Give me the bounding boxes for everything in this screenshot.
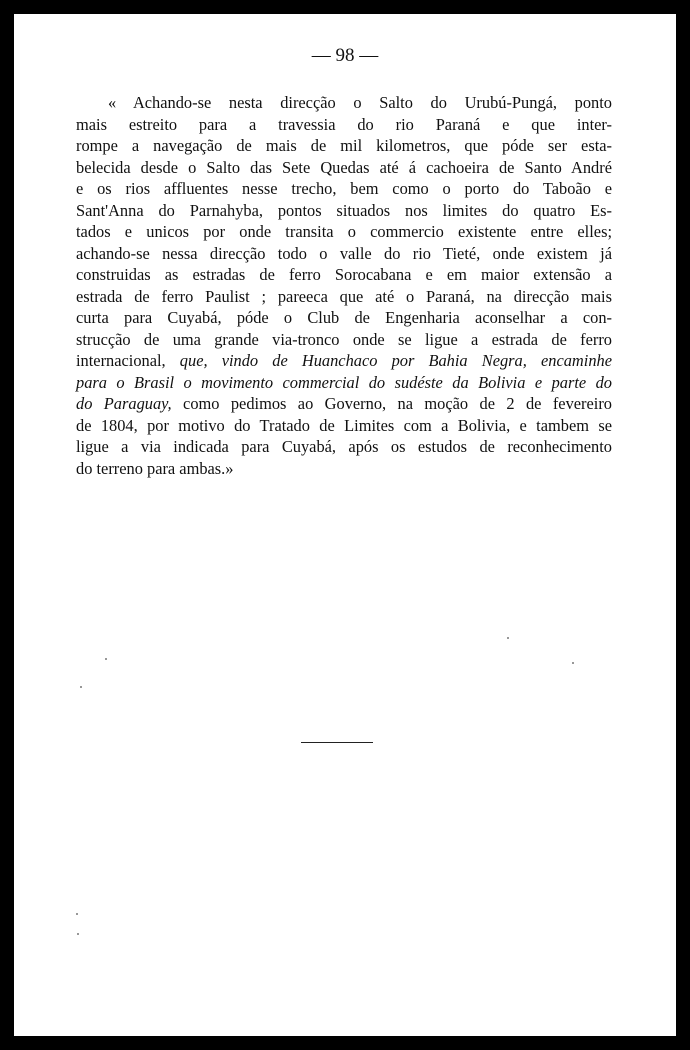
text-normal: como pedimos ao Governo, na moção de 2 de fevereiro <box>183 394 612 413</box>
text-italic: que, vindo de Huanchaco por Bahia Negra, encaminhe <box>179 351 612 370</box>
section-divider <box>301 742 373 743</box>
text-line: de 1804, por motivo do Tratado de Limites com a Bolivia, e tambem se <box>76 415 612 435</box>
text-line: tados e unicos por onde transita o commercio existente entre elles; <box>76 222 612 241</box>
text-italic: do Paraguay, <box>76 394 172 413</box>
text-line: mais estreito para a travessia do rio Paraná e que inter- <box>76 114 612 134</box>
text-line: estrada de ferro Paulist ; pareeca que até o Paraná, na direcção mais <box>76 286 612 306</box>
text-line: achando-se nessa direcção todo o valle do rio Tieté, onde existem já <box>76 243 612 263</box>
page-number: — 98 — <box>311 45 379 66</box>
text-line: strucção de uma grande via-tronco onde se ligue a estrada de ferro <box>76 329 612 349</box>
text-line-italic: para o Brasil o movimento commercial do sudéste da Bolivia e parte do <box>76 372 612 392</box>
text-line: do terreno para ambas.» <box>76 458 234 478</box>
text-line: ligue a via indicada para Cuyabá, após os estudos de reconhecimento <box>76 437 612 456</box>
body-paragraph <box>76 92 612 479</box>
text-line-mixed <box>76 393 612 415</box>
text-line: rompe a navegação de mais de mil kilometros, que póde ser esta- <box>76 136 612 155</box>
text-line: belecida desde o Salto das Sete Quedas até á cachoeira de Santo André <box>76 157 612 177</box>
text-line-mixed <box>76 350 612 372</box>
text-line: curta para Cuyabá, póde o Club de Engenharia aconselhar a con- <box>76 308 612 327</box>
text-line: construidas as estradas de ferro Sorocabana e em maior extensão a <box>76 265 612 284</box>
text-normal: internacional, <box>76 351 166 370</box>
text-line: e os rios affluentes nesse trecho, bem como o porto do Taboão e <box>76 179 612 198</box>
text-line: Sant'Anna do Parnahyba, pontos situados nos limites do quatro Es- <box>76 200 612 220</box>
text-line: « Achando-se nesta direcção o Salto do Urubú-Pungá, ponto <box>108 93 612 112</box>
